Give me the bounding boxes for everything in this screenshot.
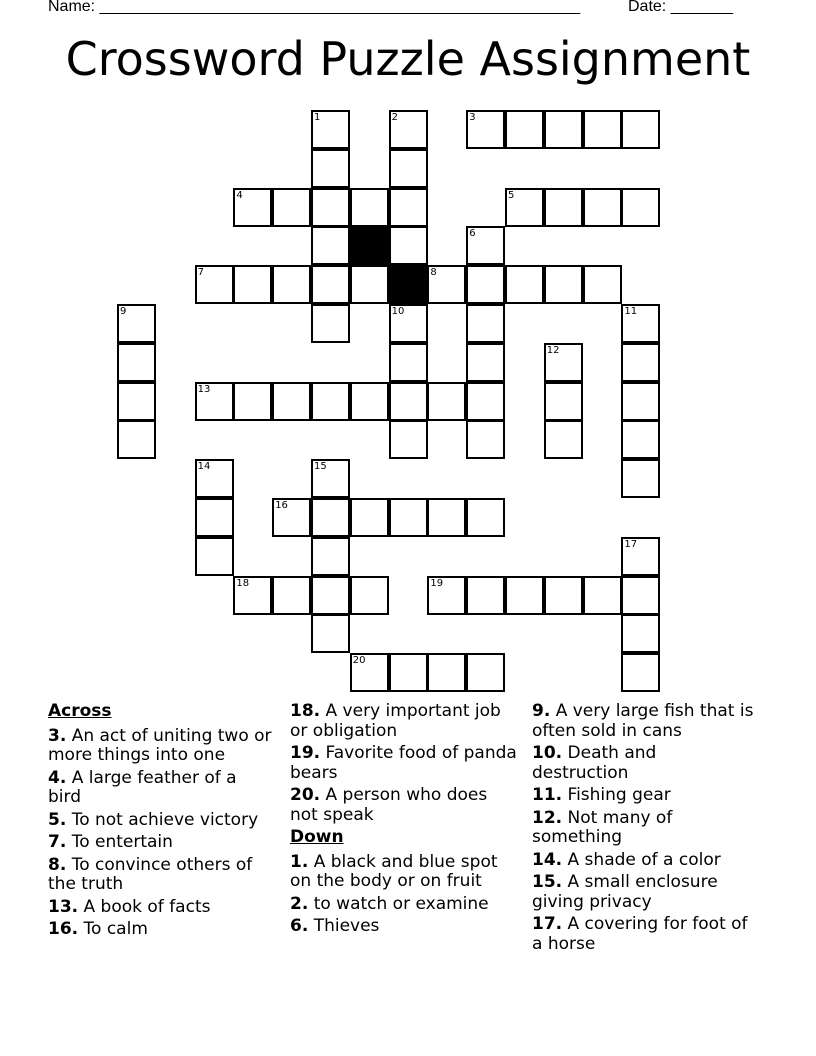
clue-item (290, 744, 520, 783)
clue-text: To convince others of the truth (48, 854, 253, 894)
clue-item (48, 856, 273, 895)
clue-item (532, 873, 757, 912)
clue-text: To calm (78, 919, 148, 939)
clue-number-label: 8. (48, 854, 67, 875)
clue-number-label: 7. (48, 832, 67, 852)
clue-number: 6 (469, 228, 476, 240)
crossword-cell[interactable] (505, 576, 544, 615)
clue-text: A very important job or obligation (290, 701, 501, 741)
clue-item (532, 809, 757, 848)
clue-number-label: 12. (532, 807, 563, 828)
crossword-cell[interactable] (233, 382, 272, 421)
crossword-cell[interactable] (389, 343, 428, 382)
crossword-cell[interactable] (389, 304, 428, 343)
clue-text: Death and destruction (532, 743, 657, 783)
crossword-cell[interactable] (272, 382, 311, 421)
clue-item (48, 833, 273, 853)
clue-text: Fishing gear (562, 785, 671, 805)
crossword-cell[interactable] (466, 382, 505, 421)
crossword-cell[interactable] (350, 265, 389, 304)
crossword-cell[interactable] (311, 188, 350, 227)
crossword-cell[interactable] (427, 576, 466, 615)
crossword-cell[interactable] (544, 343, 583, 382)
crossword-cell[interactable] (466, 110, 505, 149)
clue-number: 18 (236, 577, 250, 589)
crossword-cell[interactable] (466, 653, 505, 692)
clue-item (48, 727, 273, 766)
black-square (350, 226, 389, 265)
crossword-cell[interactable] (621, 304, 660, 343)
clue-text: A book of facts (78, 896, 211, 917)
clue-text: A covering for foot of a horse (532, 914, 748, 954)
crossword-cell[interactable] (427, 265, 466, 304)
clue-text: A very large fish that is often sold in cans (532, 701, 754, 741)
clue-number: 7 (197, 267, 204, 279)
clue-number: 13 (197, 383, 211, 395)
clue-number-label: 14. (532, 849, 563, 870)
crossword-cell[interactable] (389, 149, 428, 188)
down-clue-list (532, 702, 757, 954)
crossword-cell[interactable] (272, 498, 311, 537)
clue-text: to watch or examine (308, 893, 489, 914)
date-field-label: Date: _______ (628, 0, 733, 15)
clue-text: Not many of something (532, 807, 673, 847)
crossword-cell[interactable] (505, 188, 544, 227)
name-field-label: Name: ______________________________________________________ (48, 0, 581, 15)
clue-number: 20 (352, 655, 366, 667)
crossword-cell[interactable] (311, 304, 350, 343)
crossword-cell[interactable] (621, 614, 660, 653)
clue-number-label: 2. (290, 893, 309, 914)
crossword-cell[interactable] (427, 498, 466, 537)
crossword-cell[interactable] (389, 498, 428, 537)
crossword-cell[interactable] (389, 110, 428, 149)
clue-item (532, 915, 757, 954)
clue-number: 11 (624, 306, 638, 317)
clue-item (532, 744, 757, 783)
crossword-cell[interactable] (544, 576, 583, 615)
crossword-cell[interactable] (272, 188, 311, 227)
clue-item (48, 920, 273, 940)
clues-column-2 (290, 702, 520, 940)
crossword-cell[interactable] (466, 304, 505, 343)
clue-item (48, 811, 273, 831)
clue-number: 10 (391, 306, 405, 317)
crossword-cell[interactable] (311, 382, 350, 421)
crossword-cell[interactable] (583, 265, 622, 304)
clue-number-label: 6. (290, 916, 309, 936)
crossword-cell[interactable] (621, 653, 660, 692)
crossword-cell[interactable] (389, 188, 428, 227)
crossword-cell[interactable] (117, 304, 156, 343)
clue-number-label: 19. (290, 743, 321, 763)
crossword-cell[interactable] (466, 498, 505, 537)
clue-item (290, 853, 520, 892)
crossword-cell[interactable] (311, 498, 350, 537)
clues-column-3 (532, 702, 757, 957)
crossword-cell[interactable] (389, 420, 428, 459)
page-title: Crossword Puzzle Assignment (65, 32, 751, 86)
crossword-cell[interactable] (350, 576, 389, 615)
crossword-cell[interactable] (233, 188, 272, 227)
crossword-cell[interactable] (621, 188, 660, 227)
clue-item (48, 898, 273, 918)
crossword-cell[interactable] (621, 110, 660, 149)
crossword-cell[interactable] (583, 576, 622, 615)
crossword-cell[interactable] (544, 265, 583, 304)
crossword-cell[interactable] (466, 343, 505, 382)
clue-text: An act of uniting two or more things into one (48, 725, 272, 765)
crossword-cell[interactable] (621, 343, 660, 382)
crossword-cell[interactable] (350, 188, 389, 227)
clue-number: 8 (430, 267, 437, 279)
crossword-cell[interactable] (466, 576, 505, 615)
clue-number: 1 (314, 112, 321, 123)
down-heading: Down (290, 827, 344, 847)
clues-column-1 (48, 702, 273, 943)
clue-number-label: 16. (48, 919, 79, 939)
crossword-cell[interactable] (117, 382, 156, 421)
clue-item (290, 895, 520, 915)
clue-number-label: 4. (48, 767, 67, 788)
crossword-cell[interactable] (466, 226, 505, 265)
clue-text: A person who does not speak (290, 785, 488, 825)
crossword-cell[interactable] (350, 382, 389, 421)
crossword-cell[interactable] (233, 576, 272, 615)
crossword-cell[interactable] (621, 382, 660, 421)
clue-number: 14 (197, 461, 211, 473)
crossword-cell[interactable] (621, 576, 660, 615)
crossword-cell[interactable] (195, 382, 234, 421)
crossword-cell[interactable] (311, 537, 350, 576)
clue-number-label: 13. (48, 896, 79, 917)
clue-item (532, 786, 757, 806)
crossword-cell[interactable] (117, 420, 156, 459)
across-clue-list (290, 702, 520, 825)
crossword-cell[interactable] (311, 576, 350, 615)
crossword-cell[interactable] (311, 226, 350, 265)
clue-text: To entertain (66, 832, 173, 852)
crossword-cell[interactable] (621, 420, 660, 459)
crossword-cell[interactable] (466, 265, 505, 304)
clue-number: 9 (120, 306, 127, 317)
clue-number: 2 (391, 112, 398, 123)
clue-number-label: 9. (532, 701, 551, 721)
crossword-cell[interactable] (544, 110, 583, 149)
down-clue-list (290, 853, 520, 937)
clue-text: Favorite food of panda bears (290, 743, 517, 783)
clue-text: A black and blue spot on the body or on fruit (290, 851, 498, 891)
clue-text: A small enclosure giving privacy (532, 872, 718, 912)
crossword-cell[interactable] (505, 110, 544, 149)
clue-number-label: 3. (48, 725, 67, 746)
clue-number: 4 (236, 189, 243, 201)
crossword-cell[interactable] (311, 149, 350, 188)
black-square (389, 265, 428, 304)
clue-text: A shade of a color (562, 849, 721, 870)
crossword-cell[interactable] (311, 110, 350, 149)
clue-number-label: 18. (290, 701, 321, 721)
clue-number-label: 17. (532, 914, 563, 934)
clue-number: 19 (430, 577, 444, 589)
across-clue-list (48, 727, 273, 940)
clue-number-label: 15. (532, 872, 563, 892)
clue-item (290, 917, 520, 937)
crossword-cell[interactable] (427, 653, 466, 692)
crossword-cell[interactable] (272, 265, 311, 304)
crossword-cell[interactable] (117, 343, 156, 382)
crossword-cell[interactable] (505, 265, 544, 304)
crossword-cell[interactable] (350, 498, 389, 537)
clue-number: 5 (508, 189, 515, 201)
clue-text: Thieves (308, 916, 380, 936)
clue-number: 16 (275, 500, 288, 511)
crossword-cell[interactable] (389, 653, 428, 692)
crossword-cell[interactable] (621, 537, 660, 576)
crossword-cell[interactable] (195, 459, 234, 498)
crossword-cell[interactable] (311, 265, 350, 304)
clue-item (48, 769, 273, 808)
crossword-cell[interactable] (350, 653, 389, 692)
crossword-cell[interactable] (427, 382, 466, 421)
crossword-cell[interactable] (544, 188, 583, 227)
crossword-cell[interactable] (195, 498, 234, 537)
crossword-cell[interactable] (466, 420, 505, 459)
across-heading: Across (48, 701, 112, 721)
clue-number: 17 (624, 538, 638, 550)
crossword-cell[interactable] (389, 226, 428, 265)
clue-number-label: 1. (290, 851, 309, 872)
clue-number: 15 (314, 461, 327, 473)
crossword-cell[interactable] (544, 382, 583, 421)
crossword-cell[interactable] (311, 459, 350, 498)
clue-item (532, 702, 757, 741)
crossword-cell[interactable] (544, 420, 583, 459)
crossword-cell[interactable] (583, 188, 622, 227)
clue-text: A large feather of a bird (48, 767, 237, 807)
clue-number-label: 5. (48, 809, 67, 830)
crossword-cell[interactable] (311, 614, 350, 653)
crossword-cell[interactable] (272, 576, 311, 615)
clue-number-label: 10. (532, 743, 563, 763)
crossword-cell[interactable] (583, 110, 622, 149)
crossword-cell[interactable] (621, 459, 660, 498)
clue-item (290, 702, 520, 741)
crossword-cell[interactable] (233, 265, 272, 304)
clue-number: 12 (546, 344, 560, 356)
clue-text: To not achieve victory (66, 809, 259, 830)
clue-number-label: 11. (532, 785, 563, 805)
clue-number-label: 20. (290, 785, 321, 805)
clue-item (532, 851, 757, 871)
crossword-cell[interactable] (389, 382, 428, 421)
crossword-cell[interactable] (195, 265, 234, 304)
crossword-cell[interactable] (195, 537, 234, 576)
clue-number: 3 (469, 112, 476, 123)
clue-item (290, 786, 520, 825)
